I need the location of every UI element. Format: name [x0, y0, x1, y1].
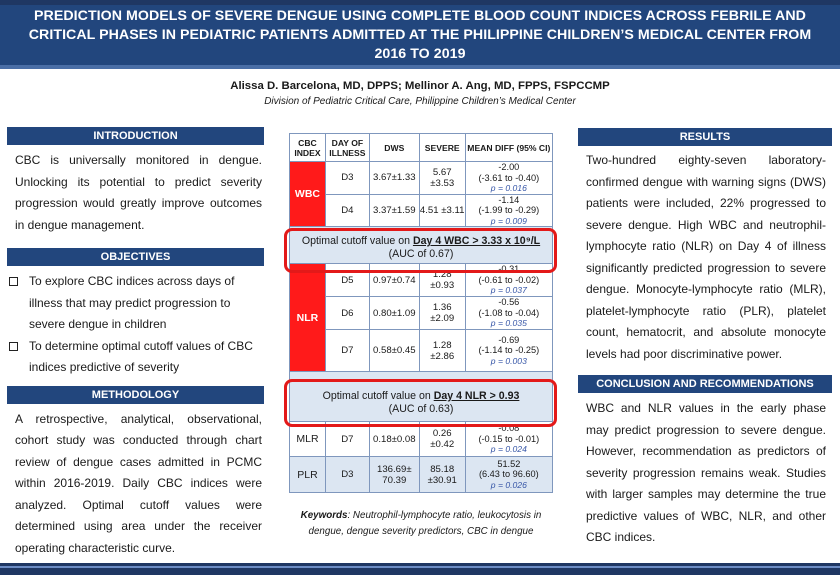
header-day: DAY OF ILLNESS	[325, 134, 369, 162]
authors: Alissa D. Barcelona, MD, DPPS; Mellinor A. Ang, MD, FPPS, FSPCCMP	[230, 80, 610, 92]
mean-diff-cell: -0.31 (-0.61 to -0.02) p = 0.037	[465, 264, 552, 297]
mean-diff-cell: -0.08 (-0.15 to -0.01) p = 0.024	[465, 422, 552, 457]
keywords-text: : Neutrophil-lymphocyte ratio, leukocytosis in dengue, dengue severity predictors, CBC in dengue	[308, 510, 542, 537]
dws-cell: 3.37±1.59	[369, 194, 419, 227]
mean-diff-cell: -0.56 (-1.08 to -0.04) p = 0.035	[465, 297, 552, 330]
mean-diff-cell: -2.00 (-3.61 to -0.40) p = 0.016	[465, 162, 552, 195]
severe-cell: 4.51 ±3.11	[419, 194, 465, 227]
dws-cell: 0.18±0.08	[369, 422, 419, 457]
header-severe: SEVERE	[419, 134, 465, 162]
mean-diff-cell: -1.14 (-1.99 to -0.29) p = 0.009	[465, 194, 552, 227]
index-nlr: NLR	[290, 264, 326, 372]
results-heading: RESULTS	[578, 128, 832, 146]
bottom-rule	[0, 563, 840, 575]
index-plr: PLR	[290, 457, 326, 493]
day-cell: D3	[325, 457, 369, 493]
introduction-text: CBC is universally monitored in dengue. Unlocking its potential to predict severity progression would greatly improve outcomes in dengue management.	[15, 153, 262, 232]
dws-cell: 0.58±0.45	[369, 330, 419, 372]
wbc-auc: (AUC of 0.67)	[388, 248, 454, 260]
keywords-label: Keywords	[300, 510, 348, 521]
objectives-list	[7, 271, 264, 379]
dws-cell: 0.97±0.74	[369, 264, 419, 297]
dws-cell: 136.69± 70.39	[369, 457, 419, 493]
left-column	[7, 127, 264, 559]
nlr-cutoff-text: Optimal cutoff value on Day 4 NLR > 0.93 (AUC of 0.63)	[322, 390, 520, 415]
introduction-heading: INTRODUCTION	[7, 127, 264, 145]
header-mean-diff: MEAN DIFF (95% CI)	[465, 134, 552, 162]
wbc-cutoff-value: Day 4 WBC > 3.33 x 10⁹/L	[412, 235, 541, 247]
severe-cell: 1.28 ±2.86	[419, 330, 465, 372]
nlr-cutoff-value: Day 4 NLR > 0.93	[433, 390, 520, 402]
dws-cell: 3.67±1.33	[369, 162, 419, 195]
conclusion-heading: CONCLUSION AND RECOMMENDATIONS	[578, 375, 832, 393]
day-cell: D7	[325, 330, 369, 372]
severe-cell: 85.18 ±30.91	[419, 457, 465, 493]
day-cell: D3	[325, 162, 369, 195]
results-text: Two-hundred eighty-seven laboratory-confirmed dengue with warning signs (DWS) patients were included, 22% progressed to severe dengue. High WBC and neutrophil-lymphocyte ratio (NLR) on Day 4 of illness significantly predicted progression to severe dengue. Monocyte-lymphocyte ratio (MLR), platelet-lymphocyte ratio (PLR), platelet count, hematocrit, and absolute monocyte levels had poor discriminative power.	[586, 153, 826, 361]
index-mlr: MLR	[290, 422, 326, 457]
severe-cell: 1.28 ±0.93	[419, 264, 465, 297]
keywords	[289, 508, 553, 540]
day-cell: D7	[325, 422, 369, 457]
severe-cell: 5.67 ±3.53	[419, 162, 465, 195]
day-cell: D4	[325, 194, 369, 227]
day-cell: D5	[325, 264, 369, 297]
mean-diff-cell: 51.52 (6.43 to 96.60) p = 0.026	[465, 457, 552, 493]
header-cbc-index: CBC INDEX	[290, 134, 326, 162]
right-column	[578, 128, 832, 549]
affiliation: Division of Pediatric Critical Care, Philippine Children’s Medical Center	[264, 96, 576, 107]
nlr-auc: (AUC of 0.63)	[388, 403, 454, 415]
wbc-cutoff-text: Optimal cutoff value on Day 4 WBC > 3.33 x 10⁹/L (AUC of 0.67)	[301, 235, 541, 260]
methodology-heading: METHODOLOGY	[7, 386, 264, 404]
checkbox-icon	[9, 342, 18, 351]
index-wbc: WBC	[290, 162, 326, 227]
severe-cell: 1.36 ±2.09	[419, 297, 465, 330]
checkbox-icon	[9, 277, 18, 286]
methodology-text: A retrospective, analytical, observational, cohort study was conducted through chart review of dengue cases admitted in PCMC within 2016-2019. Daily CBC indices were analyzed. Optimal cutoff values were determined using area under the receiver operating characteristic curve.	[15, 411, 262, 555]
results-table	[289, 133, 553, 493]
dws-cell: 0.80±1.09	[369, 297, 419, 330]
title-band	[0, 5, 840, 65]
conclusion-text: WBC and NLR values in the early phase may predict progression to severe dengue. However, recommendation as predictors of severity progression remains weak. Studies with larger samples may determine the true predictive values of WBC, NLR, and other CBC indices.	[586, 401, 826, 544]
mean-diff-cell: -0.69 (-1.14 to -0.25) p = 0.003	[465, 330, 552, 372]
objective-item: To determine optimal cutoff values of CBC indices predictive of severity	[7, 336, 262, 379]
day-cell: D6	[325, 297, 369, 330]
header-dws: DWS	[369, 134, 419, 162]
objective-item: To explore CBC indices across days of illness that may predict progression to severe dengue in children	[7, 271, 262, 336]
severe-cell: 0.26 ±0.42	[419, 422, 465, 457]
poster-title: PREDICTION MODELS OF SEVERE DENGUE USING COMPLETE BLOOD COUNT INDICES ACROSS FEBRILE AND CRITICAL PHASES IN PEDIATRIC PATIENTS ADMITTED AT THE PHILIPPINE CHILDREN’S MEDICAL CENTER FROM 2016 TO 2019	[28, 7, 812, 62]
title-underline	[0, 65, 840, 69]
objectives-heading: OBJECTIVES	[7, 248, 264, 266]
